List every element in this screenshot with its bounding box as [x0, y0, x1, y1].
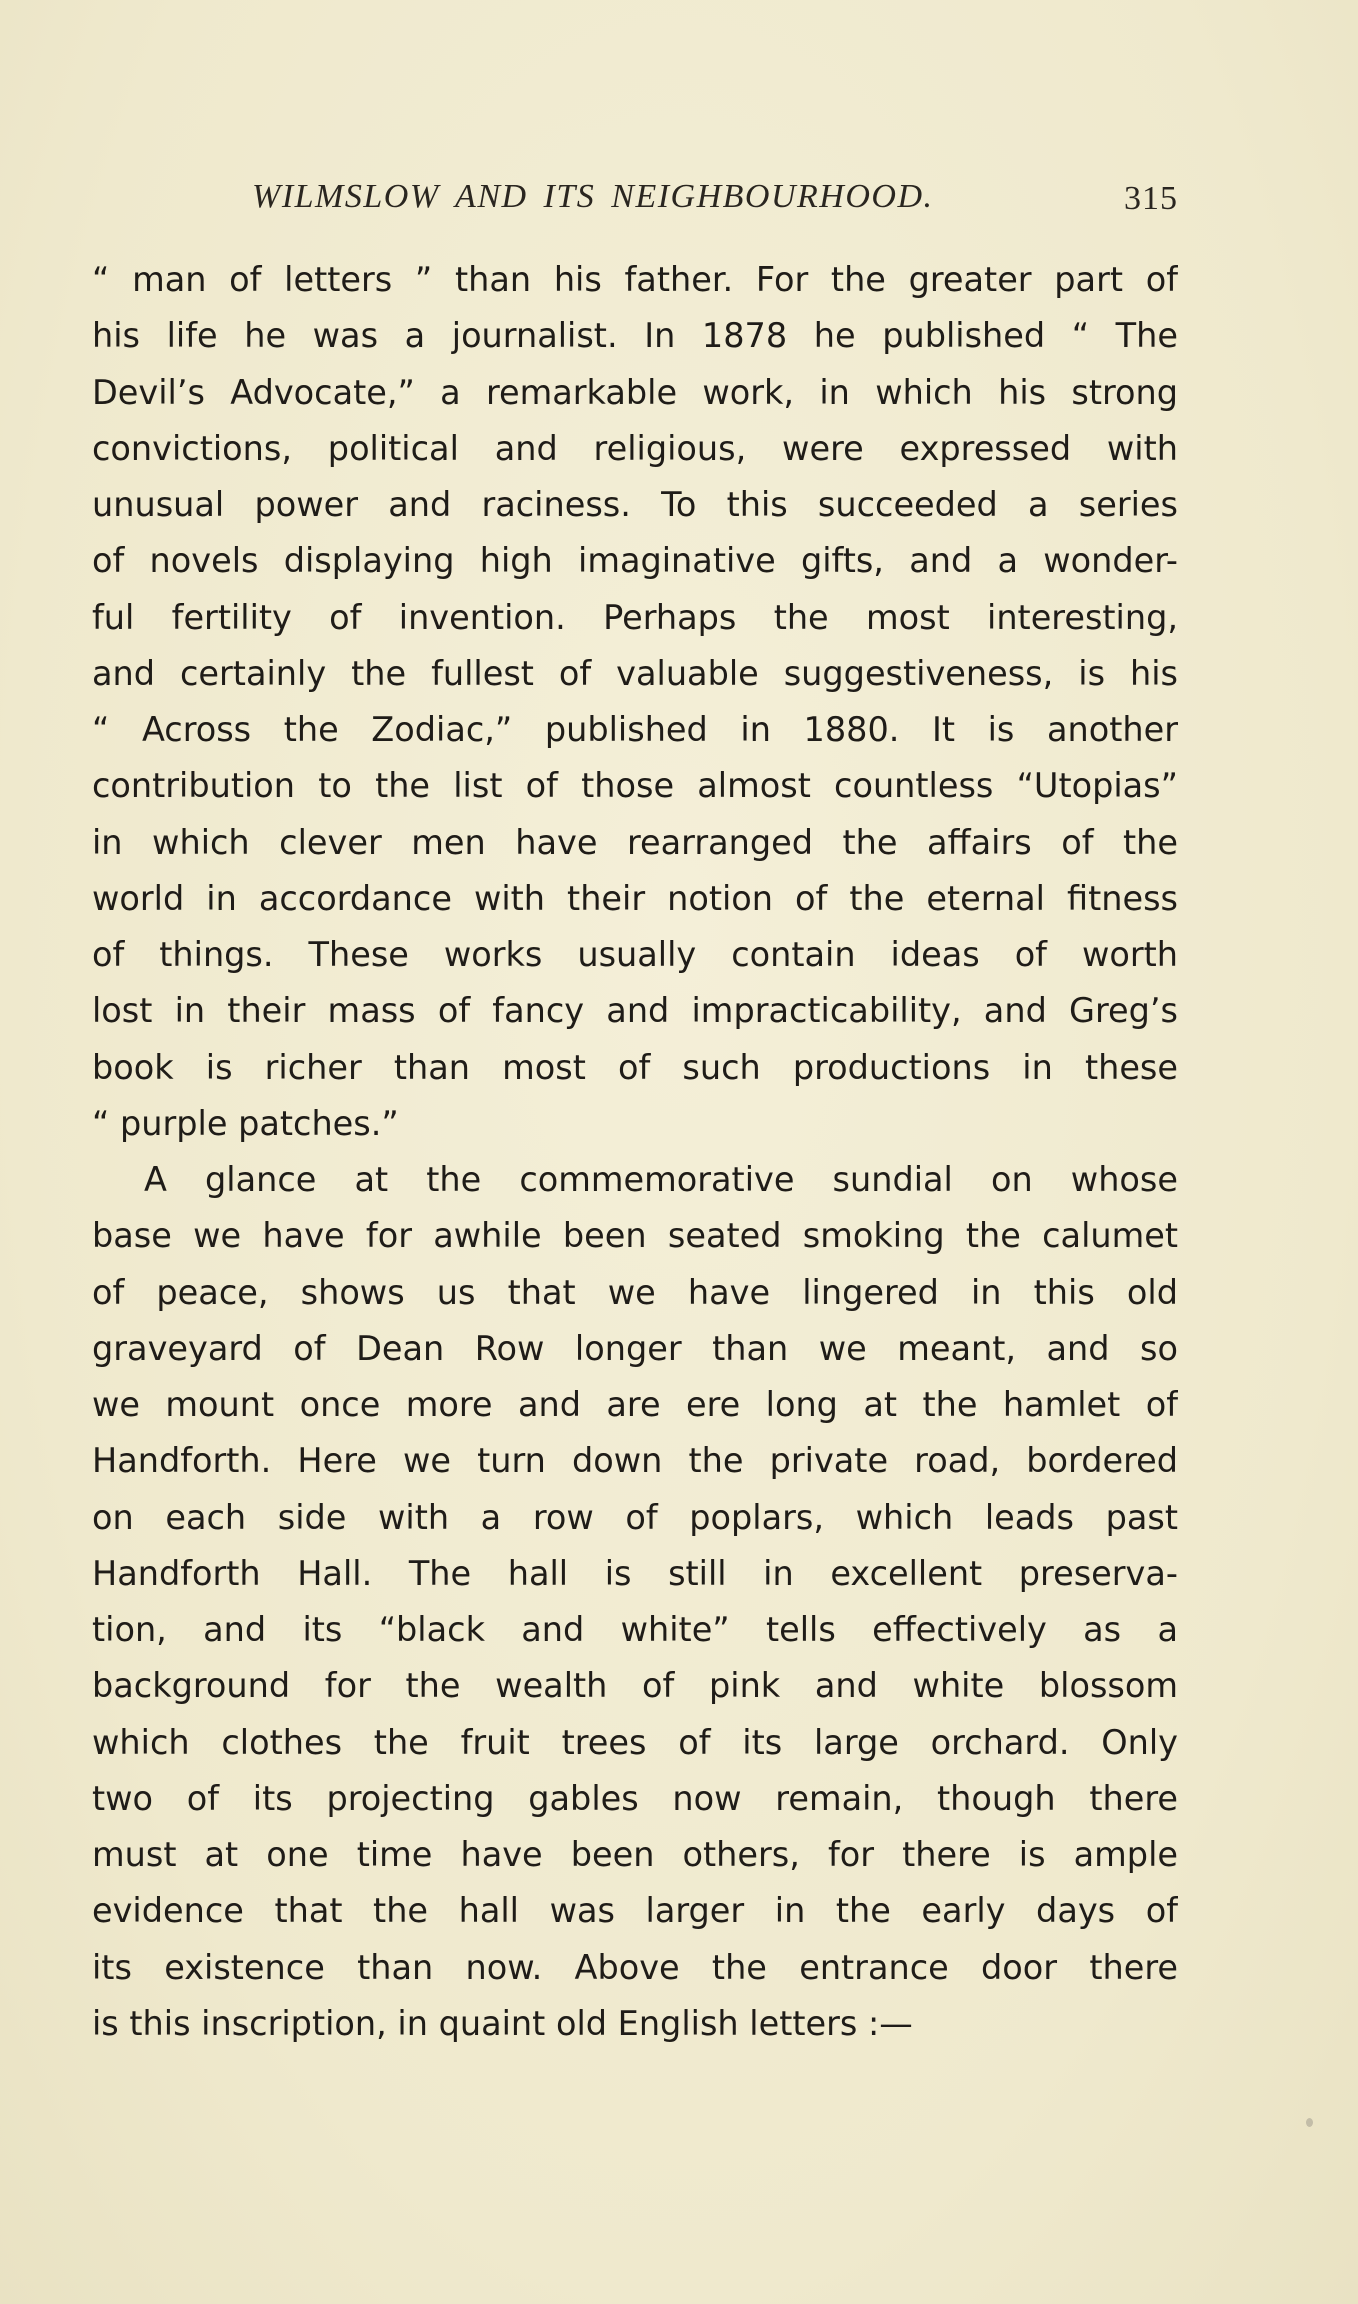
- text-line: background for the wealth of pink and white blossom: [92, 1666, 1178, 1706]
- text-line: Handforth. Here we turn down the private road, bordered: [92, 1441, 1178, 1481]
- text-line: world in accordance with their notion of the eternal fitness: [92, 878, 1178, 918]
- text-line: and certainly the fullest of valuable suggestiveness, is his: [92, 653, 1178, 693]
- text-line: which clothes the fruit trees of its large orchard. Only: [92, 1722, 1178, 1762]
- text-line: in which clever men have rearranged the affairs of the: [92, 822, 1178, 862]
- text-line: is this inscription, in quaint old English letters :—: [92, 2003, 913, 2043]
- text-line: his life he was a journalist. In 1878 he published “ The: [92, 316, 1178, 356]
- text-line: Handforth Hall. The hall is still in excellent preserva-: [92, 1553, 1178, 1593]
- text-line: we mount once more and are ere long at the hamlet of: [92, 1385, 1178, 1424]
- text-line: “ Across the Zodiac,” published in 1880. It is another: [92, 710, 1178, 749]
- text-line: A glance at the commemorative sundial on whose: [144, 1160, 1178, 1199]
- body-text: [92, 252, 1178, 2052]
- text-line: lost in their mass of fancy and impracticability, and Greg’s: [92, 991, 1178, 1031]
- running-title: WILMSLOW AND ITS NEIGHBOURHOOD.: [252, 178, 934, 215]
- text-line: its existence than now. Above the entrance door there: [92, 1947, 1178, 1987]
- text-line: tion, and its “black and white” tells effectively as a: [92, 1610, 1178, 1649]
- text-line: Devil’s Advocate,” a remarkable work, in which his strong: [92, 372, 1178, 412]
- paper-speck: [1306, 2118, 1313, 2127]
- text-line: of novels displaying high imaginative gifts, and a wonder-: [92, 541, 1178, 581]
- text-line: two of its projecting gables now remain, though there: [92, 1778, 1178, 1818]
- text-line: ful fertility of invention. Perhaps the most interesting,: [92, 597, 1178, 637]
- page-number: 315: [1124, 180, 1178, 217]
- text-line: of peace, shows us that we have lingered in this old: [92, 1272, 1178, 1312]
- text-line: “ purple patches.”: [92, 1103, 399, 1143]
- text-line: convictions, political and religious, were expressed with: [92, 428, 1178, 468]
- text-line: on each side with a row of poplars, which leads past: [92, 1497, 1178, 1537]
- text-line: graveyard of Dean Row longer than we meant, and so: [92, 1328, 1178, 1368]
- running-head: [92, 178, 1178, 228]
- text-line: “ man of letters ” than his father. For the greater part of: [92, 260, 1178, 299]
- text-line: book is richer than most of such productions in these: [92, 1047, 1178, 1087]
- text-line: unusual power and raciness. To this succeeded a series: [92, 485, 1178, 524]
- text-line: base we have for awhile been seated smoking the calumet: [92, 1216, 1178, 1256]
- text-line: contribution to the list of those almost countless “Utopias”: [92, 766, 1178, 806]
- text-line: evidence that the hall was larger in the early days of: [92, 1891, 1178, 1931]
- text-line: of things. These works usually contain ideas of worth: [92, 935, 1178, 974]
- text-line: must at one time have been others, for there is ample: [92, 1835, 1178, 1874]
